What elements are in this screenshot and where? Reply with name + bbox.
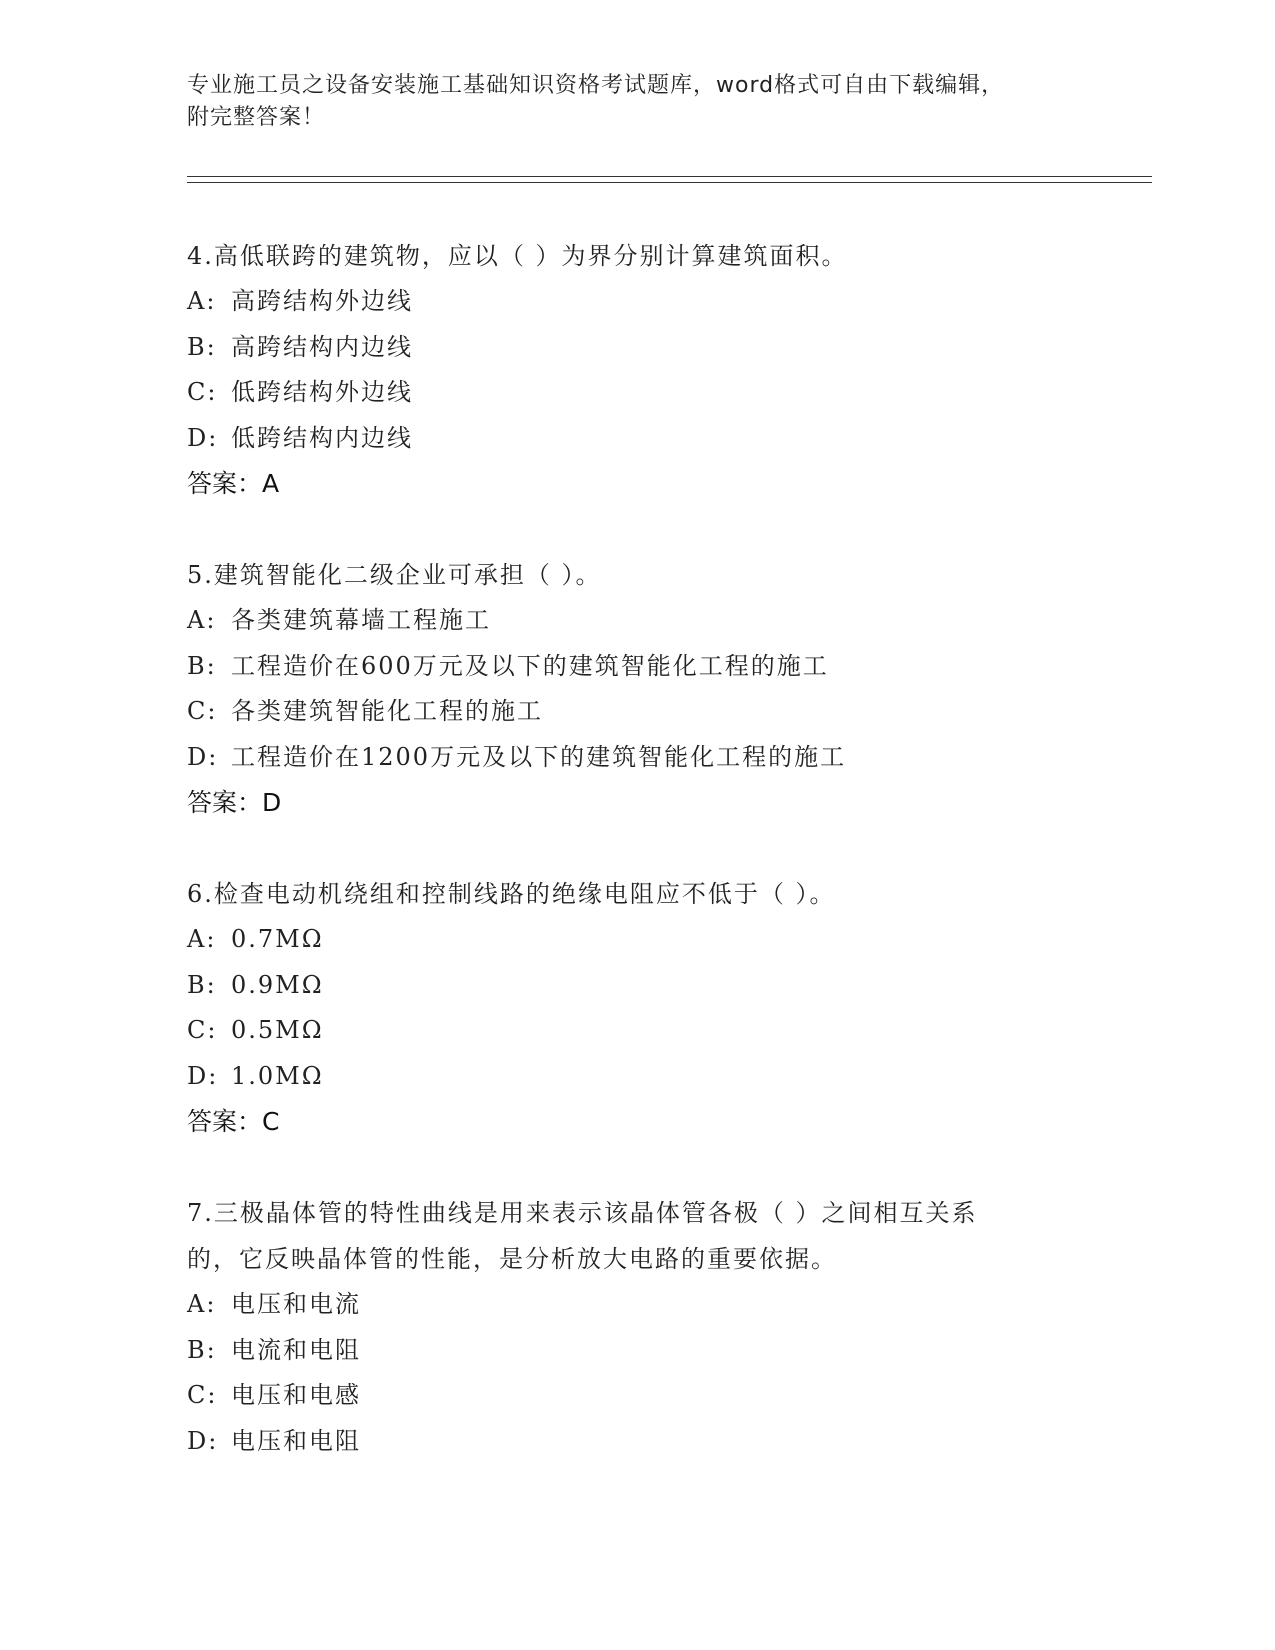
option-text: 电流和电阻: [231, 1335, 361, 1364]
header-line-1: 专业施工员之设备安装施工基础知识资格考试题库，word格式可自由下载编辑，: [187, 73, 1005, 98]
option-text: 各类建筑智能化工程的施工: [231, 697, 543, 725]
option-a: [187, 1282, 1067, 1328]
option-a: [187, 917, 1067, 963]
answer-line: 答案：D: [187, 788, 282, 817]
option-d: [187, 1054, 1067, 1100]
option-b: [187, 325, 1067, 371]
option-letter: C:: [187, 1381, 218, 1409]
option-a: [187, 279, 1067, 325]
option-letter: A:: [187, 287, 217, 315]
option-letter: D:: [187, 1061, 219, 1090]
document-header: [187, 70, 1087, 134]
option-letter: A:: [187, 606, 217, 634]
option-letter: B:: [187, 970, 217, 999]
option-letter: A:: [187, 1290, 217, 1318]
option-text: 高跨结构内边线: [231, 332, 413, 361]
option-letter: B:: [187, 651, 217, 680]
option-b: [187, 963, 1067, 1009]
option-text: 工程造价在600万元及以下的建筑智能化工程的施工: [231, 651, 829, 680]
question-stem-line-2: 的，它反映晶体管的性能，是分析放大电路的重要依据。: [187, 1245, 837, 1273]
question-6: [187, 871, 1067, 1145]
question-stem: 6.检查电动机绕组和控制线路的绝缘电阻应不低于（ ）。: [187, 880, 836, 908]
option-letter: D:: [187, 1426, 219, 1455]
option-text: 电压和电感: [231, 1381, 361, 1409]
question-5: [187, 552, 1067, 826]
option-c: [187, 1373, 1067, 1419]
question-4: [187, 233, 1067, 507]
option-c: [187, 689, 1067, 735]
option-text: 低跨结构外边线: [231, 378, 413, 406]
option-letter: C:: [187, 1016, 218, 1044]
option-letter: A:: [187, 925, 217, 953]
option-d: [187, 1419, 1067, 1465]
option-a: [187, 598, 1067, 644]
answer-line: 答案：C: [187, 1107, 280, 1136]
option-text: 0.5MΩ: [231, 1016, 324, 1044]
header-line-2: 附完整答案！: [187, 105, 326, 130]
option-text: 各类建筑幕墙工程施工: [231, 606, 491, 634]
question-stem-line-1: 7.三极晶体管的特性曲线是用来表示该晶体管各极（ ）之间相互关系: [187, 1199, 978, 1227]
option-letter: C:: [187, 697, 218, 725]
option-text: 1.0MΩ: [231, 1061, 324, 1090]
option-text: 0.7MΩ: [231, 925, 324, 953]
option-c: [187, 370, 1067, 416]
option-text: 电压和电阻: [231, 1426, 361, 1455]
option-text: 低跨结构内边线: [231, 423, 413, 452]
option-letter: C:: [187, 378, 218, 406]
option-b: [187, 1328, 1067, 1374]
option-text: 电压和电流: [231, 1290, 361, 1318]
option-b: [187, 644, 1067, 690]
option-letter: B:: [187, 1335, 217, 1364]
answer-line: 答案：A: [187, 469, 280, 498]
option-d: [187, 416, 1067, 462]
option-letter: B:: [187, 332, 217, 361]
header-divider-top: [187, 176, 1152, 177]
option-c: [187, 1008, 1067, 1054]
option-d: [187, 735, 1067, 781]
question-stem: 4.高低联跨的建筑物，应以（ ）为界分别计算建筑面积。: [187, 242, 848, 270]
option-letter: D:: [187, 742, 219, 771]
question-stem: 5.建筑智能化二级企业可承担（ ）。: [187, 561, 602, 589]
question-7: [187, 1190, 1067, 1464]
option-text: 工程造价在1200万元及以下的建筑智能化工程的施工: [231, 742, 847, 771]
header-divider-bottom: [187, 182, 1152, 183]
option-letter: D:: [187, 423, 219, 452]
option-text: 0.9MΩ: [231, 970, 324, 999]
option-text: 高跨结构外边线: [231, 287, 413, 315]
